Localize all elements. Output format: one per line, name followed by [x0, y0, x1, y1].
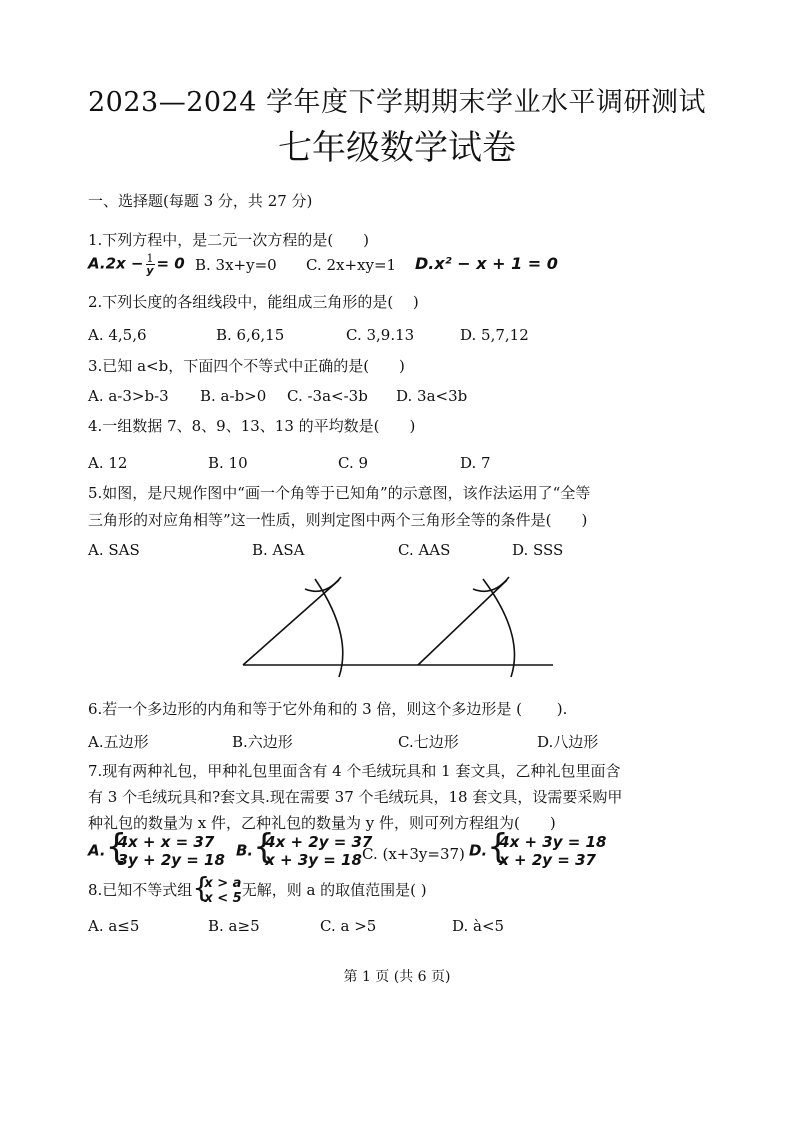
- left-angle-ray: [243, 580, 339, 665]
- q7-a-label: A.: [88, 841, 106, 860]
- q2-option-c: C. 3,9.13: [346, 326, 415, 344]
- q1-option-c: C. 2x+xy=1: [306, 256, 397, 274]
- q7-d-system: [487, 827, 607, 869]
- q7-option-d: [469, 827, 607, 869]
- q3-option-a: A. a-3>b-3: [88, 387, 169, 405]
- q6-option-a: A.五边形: [88, 733, 149, 751]
- q8-stem: [88, 871, 427, 906]
- q4-option-d: D. 7: [460, 454, 491, 472]
- q7-option-a: [88, 827, 225, 869]
- q1-option-d: D.x² − x + 1 = 0: [415, 254, 558, 273]
- q8-ineq2: x < 5: [204, 891, 242, 906]
- q1-a-suffix: = 0: [156, 254, 185, 273]
- q8-option-c: C. a >5: [320, 917, 377, 935]
- q5-option-d: D. SSS: [512, 541, 564, 559]
- q7-a-eq2: 3y + 2y = 18: [117, 851, 225, 869]
- q5-option-b: B. ASA: [252, 541, 305, 559]
- q7-stem-line2: 有 3 个毛绒玩具和?套文具.现在需要 37 个毛绒玩具，18 套文具，设需要采购甲: [88, 788, 623, 806]
- q1-a-fraction: [146, 253, 155, 276]
- q8-option-a: A. a≤5: [88, 917, 140, 935]
- q7-stem-line3: 种礼包的数量为 x 件，乙种礼包的数量为 y 件，则可列方程组为( ): [88, 814, 556, 832]
- left-arc: [315, 579, 343, 677]
- q7-d-eq1: 4x + 3y = 18: [499, 833, 607, 851]
- q3-option-c: C. -3a<-3b: [287, 387, 368, 405]
- q1-a-frac-num: 1: [146, 252, 154, 265]
- q7-b-eq1: 4x + 2y = 37: [265, 833, 373, 851]
- q4-option-c: C. 9: [338, 454, 369, 472]
- q7-d-brace: {: [487, 827, 509, 867]
- q1-a-prefix: A.2x −: [88, 254, 144, 273]
- q4-option-a: A. 12: [88, 454, 128, 472]
- right-arc: [483, 579, 515, 677]
- q8-suffix: 无解，则 a 的取值范围是( ): [241, 881, 427, 899]
- q8-ineq1: x > a: [204, 876, 242, 891]
- q8-prefix: 8.已知不等式组: [88, 881, 193, 899]
- q7-b-eq2: x + 3y = 18: [265, 851, 362, 869]
- q7-a-brace: {: [105, 827, 128, 867]
- q8-option-b: B. a≥5: [208, 917, 260, 935]
- q7-a-system: [105, 827, 225, 869]
- q4-option-b: B. 10: [208, 454, 248, 472]
- q4-stem: 4.一组数据 7、8、9、13、13 的平均数是( ): [88, 417, 416, 435]
- q2-option-b: B. 6,6,15: [216, 326, 285, 344]
- q2-stem: 2.下列长度的各组线段中，能组成三角形的是( ): [88, 293, 419, 311]
- q2-option-a: A. 4,5,6: [88, 326, 147, 344]
- q7-b-brace: {: [253, 827, 275, 867]
- q5-stem-line2: 三角形的对应角相等”这一性质，则判定图中两个三角形全等的条件是( ): [88, 511, 588, 529]
- q7-option-b: [236, 827, 373, 869]
- page-footer: 第 1 页 (共 6 页): [343, 969, 451, 985]
- q1-option-b: B. 3x+y=0: [195, 256, 277, 274]
- q7-b-label: B.: [236, 841, 254, 860]
- q8-option-d: D. à<5: [452, 917, 505, 935]
- left-cross-arc: [305, 577, 341, 591]
- q1-stem: 1.下列方程中，是二元一次方程的是( ): [88, 231, 370, 249]
- q7-a-eq1: 4x + x = 37: [117, 833, 215, 851]
- q5-stem-line1: 5.如图，是尺规作图中“画一个角等于已知角”的示意图，该作法运用了“全等: [88, 484, 591, 502]
- q6-option-c: C.七边形: [398, 733, 459, 751]
- q8-brace: {: [192, 871, 211, 904]
- q8-system: [192, 871, 242, 906]
- q7-b-system: [253, 827, 373, 869]
- q7-d-eq2: x + 2y = 37: [499, 851, 596, 869]
- q7-d-label: D.: [469, 841, 488, 860]
- q3-option-d: D. 3a<3b: [396, 387, 468, 405]
- q1-option-a: [88, 253, 185, 276]
- q7-stem-line1: 7.现有两种礼包，甲种礼包里面含有 4 个毛绒玩具和 1 套文具，乙种礼包里面含: [88, 762, 621, 780]
- right-angle-ray: [418, 580, 507, 665]
- q5-option-c: C. AAS: [398, 541, 451, 559]
- exam-title: 2023—2024 学年度下学期期末学业水平调研测试: [87, 87, 706, 118]
- section-heading: 一、选择题(每题 3 分，共 27 分): [88, 192, 313, 210]
- q6-option-b: B.六边形: [232, 733, 293, 751]
- angle-construction-figure: [235, 575, 565, 685]
- q6-option-d: D.八边形: [537, 733, 599, 751]
- q7-option-c: C. (x+3y=37): [362, 845, 465, 863]
- q3-option-b: B. a-b>0: [200, 387, 267, 405]
- q6-stem: 6.若一个多边形的内角和等于它外角和的 3 倍，则这个多边形是 ( ).: [88, 700, 568, 718]
- q3-stem: 3.已知 a<b，下面四个不等式中正确的是( ): [88, 357, 405, 375]
- exam-subtitle: 七年级数学试卷: [278, 128, 516, 168]
- q1-a-frac-den: y: [146, 264, 154, 277]
- q5-option-a: A. SAS: [88, 541, 140, 559]
- q2-option-d: D. 5,7,12: [460, 326, 529, 344]
